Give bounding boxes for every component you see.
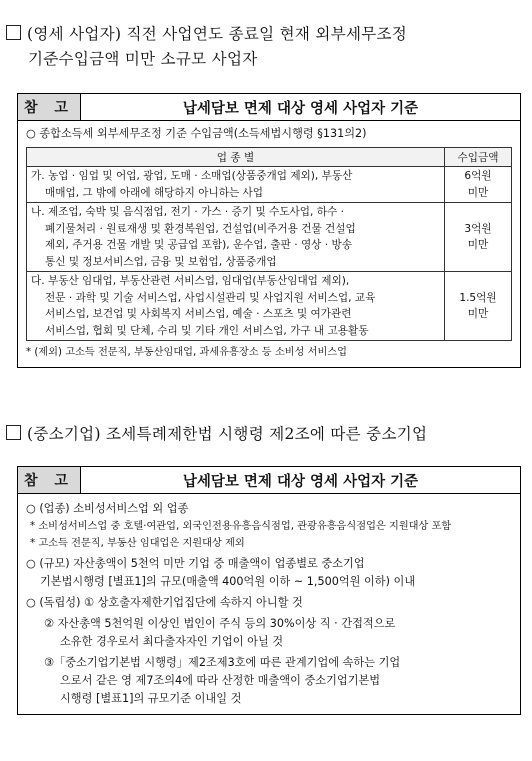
panel2-item-industry: ○ (업종) 소비성서비스업 외 업종 xyxy=(26,502,189,515)
panel2-item-independence: ○ (독립성) ① 상호출자제한기업집단에 속하지 아니할 것 xyxy=(26,596,303,609)
row-b-line4: 통신 및 정보서비스업, 금융 및 보험업, 상품중개업 xyxy=(45,255,277,268)
panel1-header xyxy=(18,94,520,121)
row-b-amount-value: 3억원 xyxy=(464,222,492,235)
panel2-sub2-line2: 소유한 경우로서 최다출자자인 기업이 아닐 것 xyxy=(60,635,284,648)
panel2-item-scale-line1: ○ (규모) 자산총액이 5천억 미만 기업 중 매출액이 업종별로 중소기업 xyxy=(26,557,365,570)
panel2-sub3-line1: ③「중소기업기본법 시행령」제2조제3호에 따른 관계기업에 속하는 기업 xyxy=(44,656,401,669)
header-industry: 업 종 별 xyxy=(27,148,445,167)
panel1-title: 납세담보 면제 대상 영세 사업자 기준 xyxy=(182,100,419,117)
reference-panel-2 xyxy=(17,466,521,715)
row-c-line4: 서비스업, 협회 및 단체, 수리 및 기타 개인 서비스업, 가구 내 고용활동 xyxy=(45,324,369,337)
header-amount: 수입금액 xyxy=(445,148,512,167)
row-a-amount xyxy=(445,167,512,203)
panel1-label: 참 고 xyxy=(18,94,81,120)
panel2-item-scale-line2: 기본법시행령 [별표1]의 규모(매출액 400억원 이하 ~ 1,500억원 이하) 이내 xyxy=(40,575,416,588)
panel2-note-excluded: * 고소득 전문직, 부동산 임대업은 지원대상 제외 xyxy=(30,538,245,549)
row-b-line2: 폐기물처리 · 원료재생 및 환경복원업, 건설업(비주거용 건물 건설업 xyxy=(45,222,356,235)
row-b-amount xyxy=(445,203,512,272)
panel2-note-included: * 소비성서비스업 중 호텔·여관업, 외국인전용유흥음식점업, 관광유흥음식점업은 지원대상 포함 xyxy=(30,521,452,532)
row-a-amount-suffix: 미만 xyxy=(467,186,489,199)
checkbox-square-icon xyxy=(6,425,21,440)
industry-table xyxy=(26,147,512,341)
section1-heading-line2: 기준수입금액 미만 소규모 사업자 xyxy=(28,50,258,68)
row-b-amount-suffix: 미만 xyxy=(467,239,489,251)
panel2-label: 참 고 xyxy=(18,467,81,493)
row-a-amount-value: 6억원 xyxy=(464,170,492,182)
checkbox-square-icon xyxy=(6,25,21,40)
panel2-header xyxy=(18,467,520,494)
table-header-row xyxy=(27,148,512,167)
panel2-sub2-line1: ② 자산총액 5천억원 이상인 법인이 주식 등의 30%이상 직 · 간접적으로 xyxy=(44,617,396,630)
row-c-amount-value: 1.5억원 xyxy=(459,291,497,304)
row-b-text xyxy=(27,203,445,272)
panel2-sub3-line2: 으로서 같은 영 제7조의4에 따라 산정한 매출액이 중소기업기본법 xyxy=(60,674,381,687)
section1-heading-line1: (영세 사업자) 직전 사업연도 종료일 현재 외부세무조정 xyxy=(27,25,408,43)
panel2-body xyxy=(18,494,520,714)
row-a-line1: 가. 농업 · 임업 및 어업, 광업, 도매 · 소매업(상품중개업 제외), 부동산 xyxy=(31,170,353,182)
row-c-line1: 다. 부동산 임대업, 부동산관련 서비스업, 임대업(부동산임대업 제외), xyxy=(31,275,350,287)
reference-panel-1 xyxy=(17,93,521,368)
row-b-line3: 제외, 주거용 건물 개발 및 공급업 포함), 운수업, 출판 · 영상 · 방송 xyxy=(45,239,352,251)
row-c-text xyxy=(27,272,445,341)
row-c-line2: 전문 · 과학 및 기술 서비스업, 사업시설관리 및 사업지원 서비스업, 교육 xyxy=(45,291,376,304)
table-row xyxy=(27,203,512,272)
row-c-amount-suffix: 미만 xyxy=(467,308,489,320)
table-row xyxy=(27,167,512,203)
panel1-body xyxy=(18,121,520,367)
row-a-line2: 매매업, 그 밖에 아래에 해당하지 아니하는 사업 xyxy=(45,186,264,199)
table-row xyxy=(27,272,512,341)
row-c-amount xyxy=(445,272,512,341)
section2-heading xyxy=(6,422,526,447)
panel2-sub3-line3: 시행령 [별표1]의 규모기준 이내일 것 xyxy=(60,692,242,705)
panel2-title: 납세담보 면제 대상 영세 사업자 기준 xyxy=(182,473,419,490)
panel1-footnote: * (제외) 고소득 전문직, 부동산임대업, 과세유흥장소 등 소비성 서비스업 xyxy=(26,347,347,358)
row-b-line1: 나. 제조업, 숙박 및 음식점업, 전기 · 가스 · 증기 및 수도사업, 하수 · xyxy=(31,206,344,218)
section1-heading xyxy=(6,22,526,72)
row-c-line3: 서비스업, 보건업 및 사회복지 서비스업, 예술 · 스포츠 및 여가관련 xyxy=(45,308,352,320)
row-a-text xyxy=(27,167,445,203)
section2-heading-text: (중소기업) 조세특례제한법 시행령 제2조에 따른 중소기업 xyxy=(27,425,428,443)
panel1-intro: ○ 종합소득세 외부세무조정 기준 수입금액(소득세법시행령 §131의2) xyxy=(26,127,367,140)
